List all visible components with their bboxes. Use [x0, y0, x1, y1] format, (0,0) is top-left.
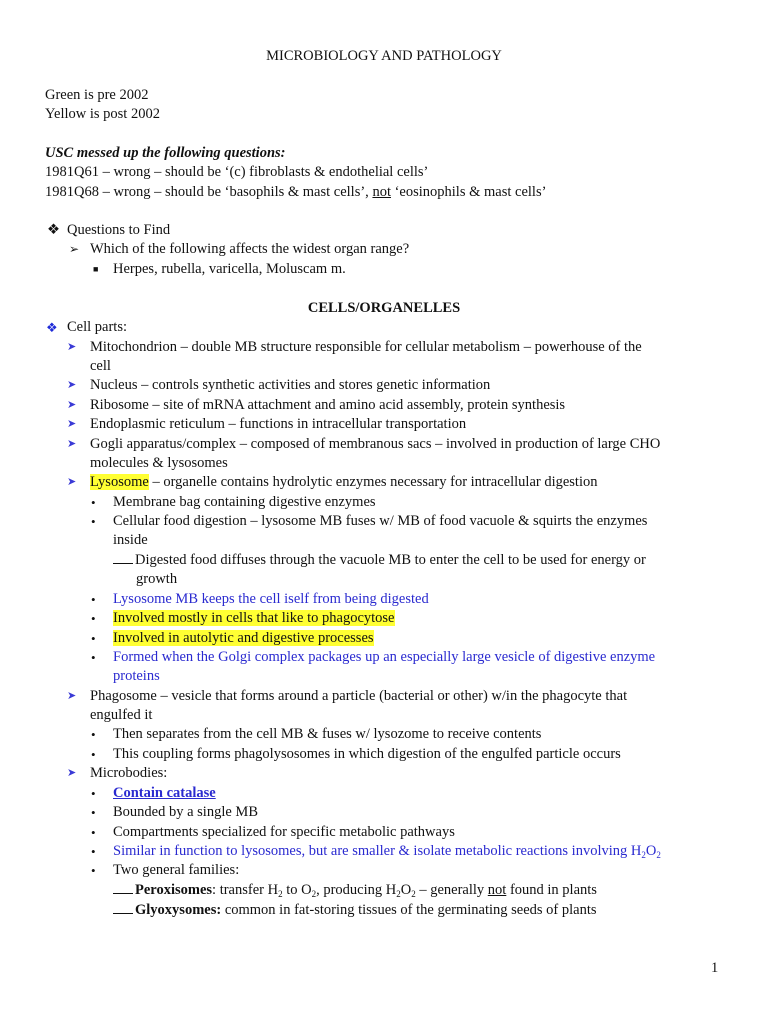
usc-q68-b: ‘eosinophils & mast cells’ [390, 184, 547, 200]
arrow-bullet-icon: ➢ [69, 242, 80, 256]
mitochondrion-line-2: cell [90, 358, 111, 374]
lysosome-def: – organelle contains hydrolytic enzymes necessary for intracellular digestion [148, 474, 598, 490]
bullet-icon: • [91, 747, 96, 762]
mitochondrion-line-1: Mitochondrion – double MB structure responsible for cellular metabolism – powerhouse of the [90, 339, 642, 355]
microbodies-bullet-4-text: Similar in function to lysosomes, but are smaller & isolate metabolic reactions involving H [113, 843, 642, 859]
lysosome-bullet-2-line-2: inside [113, 532, 148, 548]
subscript: 2 [278, 889, 283, 899]
questions-label: Questions to Find [67, 222, 171, 238]
lysosome-bullet-6-text: Involved in autolytic and digestive processes [113, 630, 374, 646]
glyoxysomes-term: Glyoxysomes: [135, 902, 222, 918]
answer-1: Herpes, rubella, varicella, Moluscam m. [113, 261, 346, 277]
oxygen-symbol: O [645, 843, 657, 859]
peroxisomes-text: , producing H [316, 882, 397, 898]
subscript: 2 [656, 850, 661, 860]
lysosome-bullet-1: Membrane bag containing digestive enzymes [113, 494, 376, 510]
arrow-bullet-icon: ➤ [67, 476, 77, 488]
peroxisomes-line [113, 881, 597, 900]
usc-heading: USC messed up the following questions: [45, 145, 286, 161]
bullet-icon: • [91, 495, 96, 510]
microbodies-bullet-2: Bounded by a single MB [113, 804, 258, 820]
microbodies-bullet-1: Contain catalase [113, 785, 216, 801]
arrow-bullet-icon: ➤ [67, 341, 77, 353]
nucleus-line: Nucleus – controls synthetic activities and stores genetic information [90, 377, 491, 393]
microbodies-bullet-5: Two general families: [113, 862, 240, 878]
peroxisomes-text: : transfer H [212, 882, 279, 898]
lysosome-line [90, 473, 598, 492]
arrow-bullet-icon: ➤ [67, 690, 77, 702]
diamond-bullet-icon: ❖ [47, 222, 60, 238]
peroxisomes-text: found in plants [506, 882, 597, 898]
bullet-icon: • [91, 825, 96, 840]
section-heading: CELLS/ORGANELLES [307, 300, 461, 316]
lysosome-bullet-2-line-1: Cellular food digestion – lysosome MB fuses w/ MB of food vacuole & squirts the enzymes [113, 513, 648, 529]
dash-bullet-icon [113, 901, 133, 914]
page-number: 1 [711, 960, 719, 976]
lysosome-bullet-4: Lysosome MB keeps the cell iself from being digested [113, 591, 429, 607]
diamond-bullet-icon: ❖ [46, 320, 58, 335]
golgi-line-2: molecules & lysosomes [90, 455, 228, 471]
peroxisomes-text: O [400, 882, 412, 898]
phagosome-line-1: Phagosome – vesicle that forms around a particle (bacterial or other) w/in the phagocyte that [90, 688, 628, 704]
bullet-icon: • [91, 611, 96, 626]
arrow-bullet-icon: ➤ [67, 418, 77, 430]
ribosome-line: Ribosome – site of mRNA attachment and amino acid assembly, protein synthesis [90, 397, 566, 413]
lysosome-sub-bullet-line-1 [113, 551, 646, 570]
lysosome-term: Lysosome [90, 474, 149, 490]
lysosome-sub-bullet-line-2: growth [136, 571, 178, 587]
bullet-icon: • [91, 650, 96, 665]
dash-bullet-icon [113, 551, 133, 564]
legend-green: Green is pre 2002 [45, 87, 149, 103]
bullet-icon: • [91, 592, 96, 607]
bullet-icon: • [91, 631, 96, 646]
peroxisomes-text: – generally [415, 882, 488, 898]
question-1: Which of the following affects the widest organ range? [90, 241, 410, 257]
peroxisomes-text: to O [282, 882, 312, 898]
golgi-line-1: Gogli apparatus/complex – composed of membranous sacs – involved in production of large CHO [90, 436, 661, 452]
usc-q61: 1981Q61 – wrong – should be ‘(c) fibroblasts & endothelial cells’ [45, 164, 429, 180]
usc-q68-a: 1981Q68 – wrong – should be ‘basophils & mast cells’, [45, 184, 373, 200]
dash-bullet-icon [113, 881, 133, 894]
phagosome-bullet-1: Then separates from the cell MB & fuses w/ lysozome to receive contents [113, 726, 542, 742]
cell-parts-label: Cell parts: [67, 319, 128, 335]
subscript: 2 [311, 889, 317, 899]
microbodies-label: Microbodies: [90, 765, 168, 781]
arrow-bullet-icon: ➤ [67, 379, 77, 391]
document-title: MICROBIOLOGY AND PATHOLOGY [266, 48, 502, 64]
usc-q68-not: not [372, 184, 391, 200]
bullet-icon: • [91, 863, 96, 878]
lysosome-bullet-7-line-2: proteins [113, 668, 160, 684]
bullet-icon: • [91, 786, 96, 801]
phagosome-line-2: engulfed it [90, 707, 153, 723]
lysosome-bullet-5 [113, 609, 395, 628]
subscript: 2 [641, 850, 646, 860]
arrow-bullet-icon: ➤ [67, 767, 77, 779]
arrow-bullet-icon: ➤ [67, 399, 77, 411]
square-bullet-icon: ■ [93, 264, 99, 274]
subscript: 2 [411, 889, 416, 899]
phagosome-bullet-2: This coupling forms phagolysosomes in which digestion of the engulfed particle occurs [113, 746, 621, 762]
er-line: Endoplasmic reticulum – functions in intracellular transportation [90, 416, 467, 432]
glyoxysomes-line [113, 901, 597, 920]
lysosome-bullet-5-text: Involved mostly in cells that like to phagocytose [113, 610, 395, 626]
bullet-icon: • [91, 514, 96, 529]
usc-q68 [45, 183, 546, 202]
microbodies-bullet-4 [113, 842, 661, 861]
glyoxysomes-text: common in fat-storing tissues of the germinating seeds of plants [221, 902, 597, 918]
lysosome-bullet-7-line-1: Formed when the Golgi complex packages up an especially large vesicle of digestive enzyme [113, 649, 656, 665]
lysosome-bullet-6 [113, 629, 374, 648]
subscript: 2 [396, 889, 401, 899]
peroxisomes-not: not [487, 882, 507, 898]
bullet-icon: • [91, 805, 96, 820]
legend-yellow: Yellow is post 2002 [45, 106, 160, 122]
peroxisomes-term: Peroxisomes [135, 882, 213, 898]
bullet-icon: • [91, 727, 96, 742]
arrow-bullet-icon: ➤ [67, 438, 77, 450]
bullet-icon: • [91, 844, 96, 859]
lysosome-sub-bullet-text: Digested food diffuses through the vacuole MB to enter the cell to be used for energy or [135, 552, 646, 568]
microbodies-bullet-3: Compartments specialized for specific metabolic pathways [113, 824, 455, 840]
